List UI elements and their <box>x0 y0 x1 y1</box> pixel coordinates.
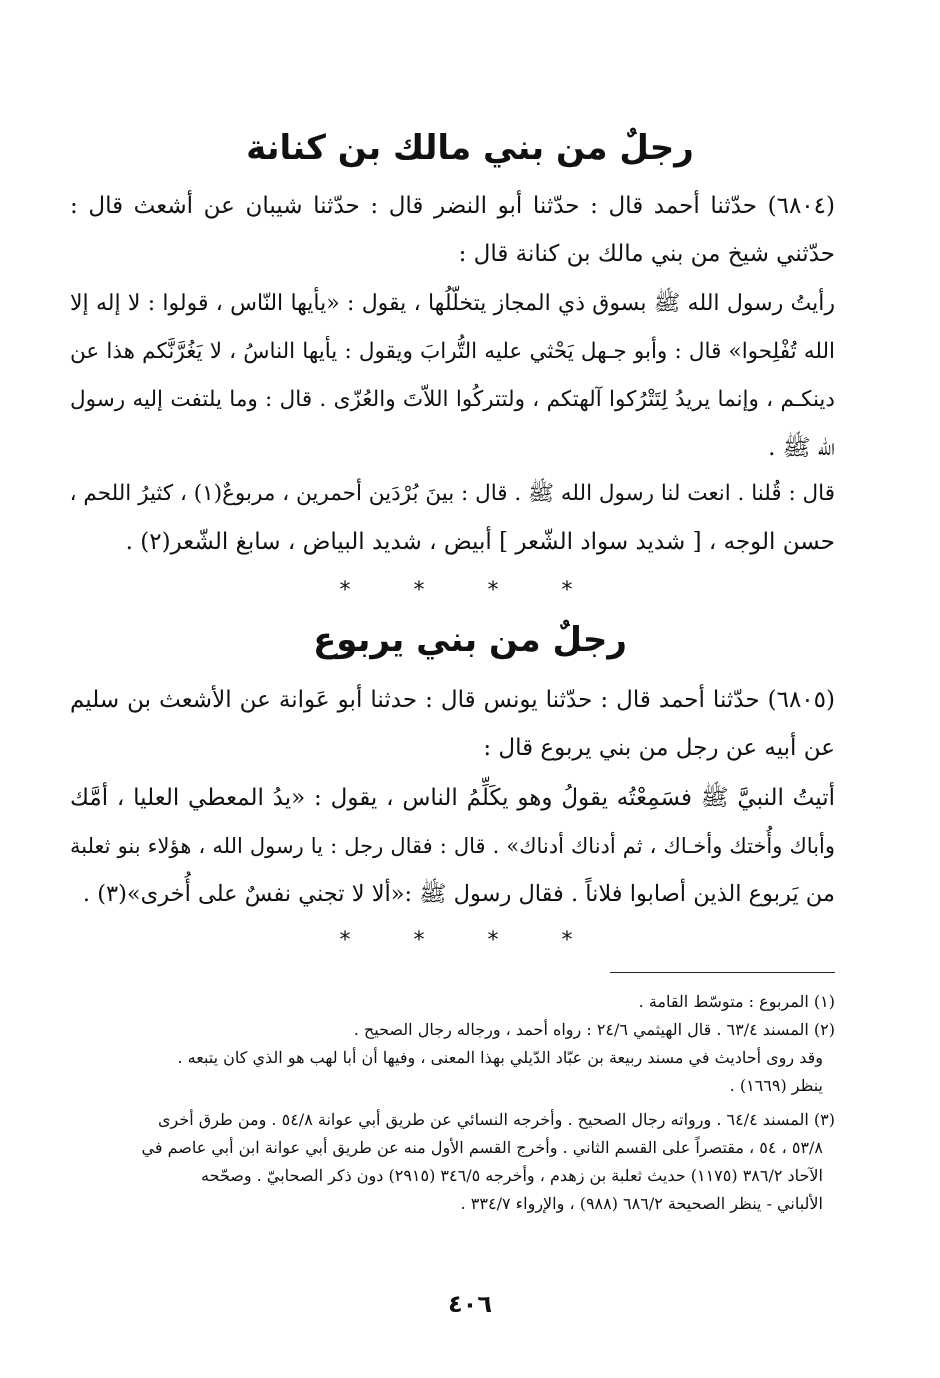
hadith-6805-isnad <box>70 676 835 772</box>
text-line: قال : قُلنا . انعت لنا رسول الله ﷺ . قال : بينَ بُرْدَين أحمرين ، مربوعٌ(١) ، كثيرُ اللحم ، <box>69 481 835 506</box>
hadith-6805-matn <box>70 774 835 918</box>
text-line: رأيتُ رسول الله ﷺ بسوق ذي المجاز يتخلّلُها ، يقول : «يأيها النّاس ، قولوا : لا إله إلا <box>70 291 835 316</box>
text-line: وأباك وأُختك وأخـاك ، ثم أدناك أدناك» . قال : فقال رجل : يا رسول الله ، هؤلاء بنو ثعلبة <box>70 834 835 858</box>
footnote-line: الألباني - ينظر الصحيحة ٦٨٦/٢ (٩٨٨) ، والإرواء ٣٣٤/٧ . <box>460 1194 823 1213</box>
text-line: الله تُفْلِحوا» قال : وأبو جـهل يَحْثي عليه التُّرابَ ويقول : يأيها الناسُ ، لا يَغُرَّنَّكم هذا عن <box>70 339 835 364</box>
footnote-line: ٥٣/٨ ، ٥٤ ، مقتصراً على القسم الثاني . وأخرج القسم الأول منه عن طريق أبي عوانة ابن أبي عاصم في <box>141 1138 823 1157</box>
hadith-6804-isnad <box>70 182 835 278</box>
text-line: من يَربوع الذين أصابوا فلاناً . فقال رسول ﷺ :«ألا لا تجني نفسٌ على أُخرى»(٣) . <box>82 881 835 907</box>
text-line: دينكـم ، وإنما يريدُ لِتَتْرُكوا آلهتكم ، ولتتركُوا اللاّتَ والعُزّى . قال : وما يلتفت إليه رسول <box>70 387 835 412</box>
text-line: الله ﷺ . <box>768 435 835 461</box>
section-separator: * * * * <box>339 578 601 603</box>
section-separator: * * * * <box>339 928 601 953</box>
text-line: عن أبيه عن رجل من بني يربوع قال : <box>483 735 835 761</box>
footnote-line: وقد روى أحاديث في مسند ربيعة بن عبّاد الدّيلي بهذا المعنى ، وفيها أن أبا لهب هو الذي كان يتبعه . <box>177 1048 823 1067</box>
text-line: أتيتُ النبيَّ ﷺ فسَمِعْتُه يقولُ وهو يكَلِّمُ الناس ، يقول : «يدُ المعطي العليا ، أمَّك <box>70 785 835 811</box>
footnote-line: (٣) المسند ٦٤/٤ . ورواته رجال الصحيح . وأخرجه النسائي عن طريق أبي عوانة ٥٤/٨ . ومن طرق أخرى <box>158 1110 835 1129</box>
footnote-line: (١) المربوع : متوسّط القامة . <box>638 992 835 1011</box>
hadith-6804-description <box>70 470 835 566</box>
page-number: ٤٠٦ <box>448 1290 492 1318</box>
footnote-divider <box>610 972 835 973</box>
text-line: (٦٨٠٥) حدّثنا أحمد قال : حدّثنا يونس قال : حدثنا أبو عَوانة عن الأشعث بن سليم <box>70 687 835 713</box>
footnote-line: ينظر (١٦٦٩) . <box>729 1076 823 1095</box>
text-line: حدّثني شيخ من بني مالك بن كنانة قال : <box>458 241 835 267</box>
section-title: رجلٌ من بني يربوع <box>313 620 627 660</box>
footnote-line: (٢) المسند ٦٣/٤ . قال الهيثمي ٢٤/٦ : رواه أحمد ، ورجاله رجال الصحيح . <box>353 1020 835 1039</box>
footnote-line: الآحاد ٣٨٦/٢ (١١٧٥) حديث ثعلبة بن زهدم ، وأخرجه ٣٤٦/٥ (٢٩١٥) دون ذكر الصحابيّ . وصحّحه <box>201 1166 823 1185</box>
hadith-6804-matn <box>70 280 835 472</box>
section-title: رجلٌ من بني مالك بن كنانة <box>246 128 694 168</box>
footnotes <box>70 988 835 1218</box>
text-line: حسن الوجه ، [ شديد سواد الشّعر ] أبيض ، شديد البياض ، سابغ الشّعر(٢) . <box>125 529 835 555</box>
text-line: (٦٨٠٤) حدّثنا أحمد قال : حدّثنا أبو النضر قال : حدّثنا شيبان عن أشعث قال : <box>70 193 835 219</box>
